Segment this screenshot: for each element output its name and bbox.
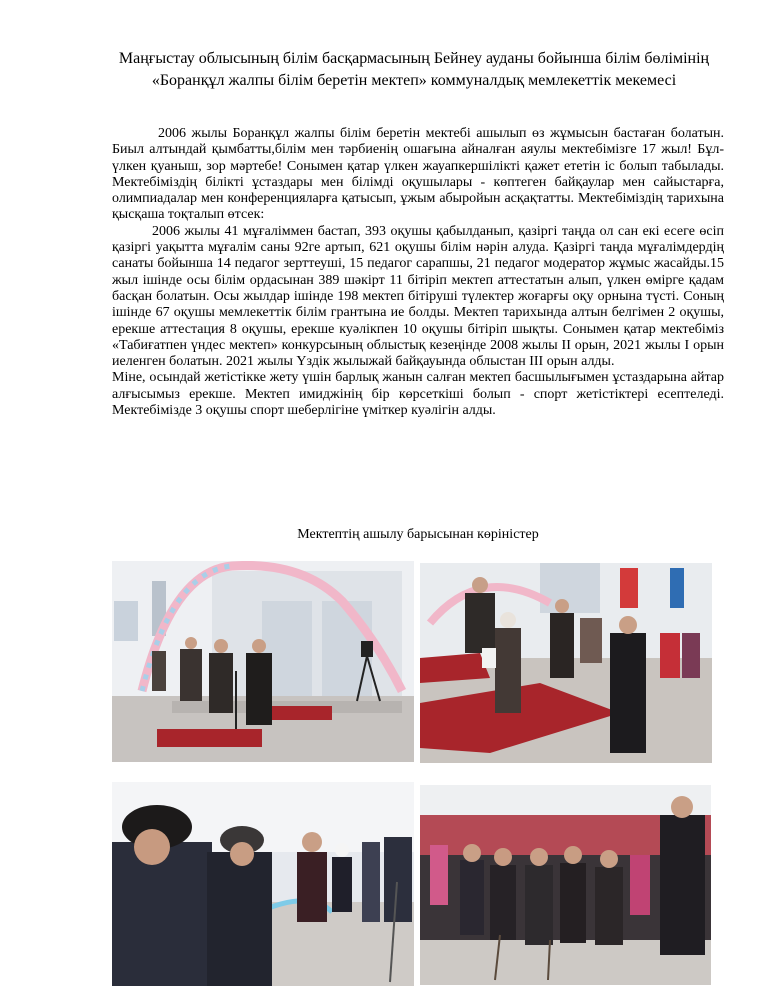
paragraph-gratitude: Міне, осындай жетістікке жету үшін барлық жанын салған мектеп басшылығымен ұстаздарына айтар алғысымыз ерекше. Мектеп имиджінің бір көрсеткіші болып - спорт жетістіктері есептеледі. Мектебімізде 3 оқушы спорт шеберлігіне үміткер куәлігін алды.: [112, 370, 724, 419]
opening-ceremony-photo-1: [112, 561, 414, 762]
paragraph-intro: 2006 жылы Боранқұл жалпы білім беретін мектебі ашылып өз жұмысын бастаған болатын. Биыл алтындай қымбатты,білім мен тәрбиенің ошағына айналған аяулы мектебімізге 17 жыл! Бұл-үлкен қуаныш, зор мәртебе! Сонымен қатар үлкен жауапкершілікті қажет ететін іс болып табылады. Мектебіміздің білікті ұстаздары мен білімді оқушылары - көптеген байқаулар мен сайыстарға, олимпиадалар мен конференцияларға қатысып, ұжым абыройын асқақтатты. Мектебіміздің тарихына қысқаша тоқталып өтсек:: [112, 126, 724, 223]
paragraph-history: 2006 жылы 41 мұғаліммен бастап, 393 оқушы қабылданып, қазіргі таңда ол сан екі есеге өсіп қазіргі уақытта мұғалім саны 92ге артып, 621 оқушы білім нәрін алуда. Қазіргі таңда мұғалімдердің санаты бойынша 14 педагог зерттеуші, 15 педагог сарапшы, 21 педагог модератор жұмыс жасайды.15 жыл ішінде осы білім ордасынан 389 шәкірт 11 бітіріп мектеп аттестатын алып, үлкен өмірге қадам басқан болатын. Осы жылдар ішінде 198 мектеп бітіруші түлектер жоғарғы оқу орнына түсті. Соның ішінде 67 оқушы мемлекеттік білім грантына ие болды. Мектеп тарихында алтын белгімен 2 оқушы, ерекше аттестация 8 оқушы, ерекше куәлікпен 10 оқушы бітіріп шықты. Сонымен қатар мектебіміз «Табиғатпен үндес мектеп» конкурсының облыстық кезеңінде 2008 жылы II орын, 2021 жылы I орын иеленген болатын. 2021 жылы Үздік жылыжай байқауында облыстан III орын алды.: [112, 223, 724, 370]
opening-ceremony-photo-2: [420, 563, 712, 763]
crowd-photo: [420, 785, 711, 985]
page-title: Маңғыстау облысының білім басқармасының Бейнеу ауданы бойынша білім бөлімінің «Боранқұл жалпы білім беретін мектеп» коммуналдық мемлекеттік мекемесі: [118, 50, 710, 89]
photo-caption: Мектептің ашылу барысынан көріністер: [297, 527, 539, 542]
body-text: [112, 126, 724, 419]
ribbon-cutting-photo: [112, 782, 414, 986]
